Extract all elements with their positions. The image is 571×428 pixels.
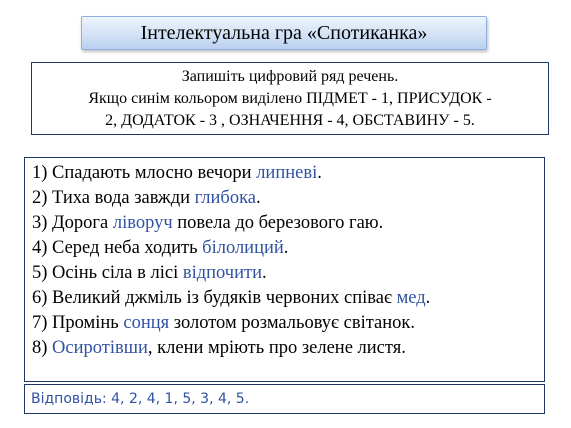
instruction-line-1: Запишіть цифровий ряд речень.: [181, 68, 399, 85]
sentence-text: .: [317, 163, 322, 183]
sentence-item: [32, 261, 544, 286]
highlighted-word: мед: [396, 288, 426, 308]
sentence-text: 6) Великий джміль із будяків червоних співає: [32, 288, 397, 308]
sentence-item: [32, 186, 544, 211]
highlighted-word: сонця: [123, 313, 170, 333]
sentence-text: 5) Осінь сіла в лісі: [32, 263, 183, 283]
highlighted-word: Осиротівши: [52, 338, 148, 358]
sentence-text: .: [262, 263, 267, 283]
highlighted-word: липневі: [256, 163, 318, 183]
sentence-text: 8): [32, 338, 53, 358]
highlighted-word: білолиций: [202, 238, 284, 258]
highlighted-word: відпочити: [182, 263, 262, 283]
instruction-line-2: Якщо синім кольором виділено ПІДМЕТ - 1, ПРИСУДОК -: [88, 90, 492, 107]
sentence-item: [32, 311, 544, 336]
title-banner: [81, 16, 487, 50]
sentence-text: 3) Дорога: [32, 213, 113, 233]
instruction-line-3: 2, ДОДАТОК - 3 , ОЗНАЧЕННЯ - 4, ОБСТАВИНУ - 5.: [105, 112, 475, 129]
sentence-item: [32, 161, 544, 186]
sentence-text: 2) Тиха вода завжди: [32, 188, 195, 208]
page-title: Інтелектуальна гра «Спотиканка»: [140, 21, 428, 44]
instruction-box: [31, 62, 549, 135]
sentences-list: [24, 157, 545, 382]
highlighted-word: ліворуч: [112, 213, 173, 233]
sentence-text: повела до березового гаю.: [172, 213, 384, 233]
sentence-item: [32, 236, 544, 261]
sentence-text: .: [256, 188, 261, 208]
sentence-text: 4) Серед неба ходить: [32, 238, 203, 258]
answer-box: [24, 384, 545, 414]
sentence-item: [32, 211, 544, 236]
sentence-text: .: [283, 238, 289, 258]
highlighted-word: глибока: [194, 188, 257, 208]
sentence-item: [32, 336, 544, 361]
sentence-text: .: [425, 288, 431, 308]
sentence-text: золотом розмальовує світанок.: [169, 313, 415, 333]
sentence-text: , клени мріють про зелене листя.: [147, 338, 406, 358]
sentence-item: [32, 286, 544, 311]
answer-text: Відповідь: 4, 2, 4, 1, 5, 3, 4, 5.: [31, 391, 250, 407]
sentence-text: 1) Спадають млосно вечори: [32, 163, 257, 183]
sentence-text: 7) Промінь: [32, 313, 124, 333]
